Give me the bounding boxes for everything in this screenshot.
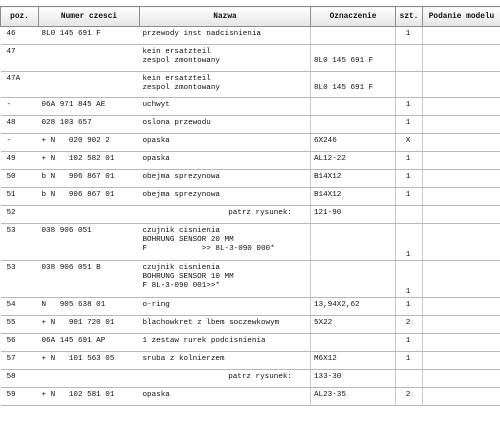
header-model-info: Podanie modelu	[423, 7, 500, 27]
table-row	[1, 370, 500, 388]
header-quantity: szt.	[396, 7, 423, 27]
row-quantity: 1	[405, 288, 411, 296]
row-name: opaska	[142, 137, 170, 145]
row-quantity	[396, 72, 422, 75]
row-position: 48	[6, 119, 16, 127]
row-name: czujnik cisnienia BOHRUNG SENSOR 10 MM F 8L-3-090 001>>*	[142, 264, 234, 290]
row-position: 51	[6, 191, 16, 199]
row-designation: AL23-35	[314, 391, 346, 399]
row-position: 52	[6, 209, 16, 217]
row-designation	[311, 27, 395, 30]
row-name: obejma sprezynowa	[142, 173, 220, 181]
row-name: sruba z kolnierzem	[142, 355, 225, 363]
row-part-number	[39, 206, 140, 209]
header-poz: poz.	[1, 7, 39, 27]
table-row	[1, 152, 500, 170]
row-part-number: + N 101 563 05	[41, 355, 115, 363]
row-name: 1 zestaw rurek podcisnienia	[142, 337, 266, 345]
row-name: patrz rysunek:	[228, 209, 292, 217]
row-designation: 8L0 145 691 F	[314, 84, 374, 92]
row-quantity	[396, 370, 422, 373]
row-position: -	[6, 137, 12, 145]
row-model-info	[423, 170, 500, 188]
header-part-number: Numer czesci	[39, 7, 140, 27]
row-quantity: 1	[405, 119, 411, 127]
row-part-number: 06A 971 845 AE	[41, 101, 106, 109]
row-model-info	[423, 188, 500, 206]
row-part-number	[39, 72, 140, 75]
table-row	[1, 224, 500, 261]
row-part-number: + N 102 581 01	[41, 391, 115, 399]
row-position: 55	[6, 319, 16, 327]
row-designation: 121-90	[314, 209, 342, 217]
row-model-info	[423, 206, 500, 224]
row-designation	[311, 116, 395, 119]
table-row	[1, 72, 500, 98]
row-position: 47	[6, 48, 16, 56]
row-quantity: 1	[405, 173, 411, 181]
parts-list-sheet	[0, 6, 500, 425]
row-name: czujnik cisnienia BOHRUNG SENSOR 20 MM F >> 8L-3-090 000*	[142, 227, 275, 253]
row-designation: M6X12	[314, 355, 337, 363]
row-name: obejma sprezynowa	[142, 191, 220, 199]
row-model-info	[423, 388, 500, 406]
row-quantity: 2	[405, 319, 411, 327]
row-position: -	[6, 101, 12, 109]
row-part-number: 038 906 051 B	[41, 264, 101, 272]
table-row	[1, 352, 500, 370]
row-designation: 8L0 145 691 F	[314, 57, 374, 65]
row-quantity: 1	[405, 101, 411, 109]
header-designation: Oznaczenie	[311, 7, 396, 27]
row-designation	[311, 261, 395, 264]
row-part-number: b N 906 867 01	[41, 191, 115, 199]
row-position: 58	[6, 373, 16, 381]
parts-table-body	[1, 27, 500, 406]
row-part-number: N 905 638 01	[41, 301, 106, 309]
row-designation: B14X12	[314, 191, 342, 199]
row-part-number	[39, 45, 140, 48]
row-model-info	[423, 298, 500, 316]
table-row	[1, 188, 500, 206]
row-model-info	[423, 72, 500, 98]
row-name: kein ersatzteil zespol zmontowany	[142, 48, 220, 65]
row-name: uchwyt	[142, 101, 170, 109]
row-position: 57	[6, 355, 16, 363]
row-name: kein ersatzteil zespol zmontowany	[142, 75, 220, 92]
row-quantity	[396, 45, 422, 48]
row-part-number: 038 906 051	[41, 227, 92, 235]
row-name: oslona przewodu	[142, 119, 211, 127]
row-model-info	[423, 45, 500, 72]
row-designation: 6X246	[314, 137, 337, 145]
row-designation: 13,94X2,62	[314, 301, 360, 309]
table-row	[1, 261, 500, 298]
row-quantity: 1	[405, 30, 411, 38]
row-designation: 133-30	[314, 373, 342, 381]
table-row	[1, 98, 500, 116]
row-position: 53	[6, 264, 16, 272]
table-row	[1, 298, 500, 316]
row-quantity	[396, 206, 422, 209]
table-row	[1, 388, 500, 406]
row-designation: 5X22	[314, 319, 333, 327]
row-model-info	[423, 27, 500, 45]
header-name: Nazwa	[140, 7, 311, 27]
row-model-info	[423, 116, 500, 134]
row-quantity: 1	[405, 155, 411, 163]
row-part-number: 028 103 657	[41, 119, 92, 127]
row-name: patrz rysunek:	[228, 373, 292, 381]
row-model-info	[423, 224, 500, 261]
row-part-number	[39, 370, 140, 373]
row-model-info	[423, 316, 500, 334]
row-position: 46	[6, 30, 16, 38]
row-position: 56	[6, 337, 16, 345]
row-quantity: 1	[405, 355, 411, 363]
table-row	[1, 170, 500, 188]
row-quantity: 2	[405, 391, 411, 399]
row-position: 54	[6, 301, 16, 309]
row-designation: B14X12	[314, 173, 342, 181]
header-row	[1, 7, 500, 27]
row-designation	[311, 334, 395, 337]
row-position: 59	[6, 391, 16, 399]
row-model-info	[423, 261, 500, 298]
table-row	[1, 45, 500, 72]
row-part-number: b N 906 867 01	[41, 173, 115, 181]
row-model-info	[423, 370, 500, 388]
table-row	[1, 116, 500, 134]
table-row	[1, 316, 500, 334]
row-name: o-ring	[142, 301, 170, 309]
row-name: opaska	[142, 391, 170, 399]
row-part-number: + N 901 720 01	[41, 319, 115, 327]
row-designation: AL12-22	[314, 155, 346, 163]
table-row	[1, 134, 500, 152]
row-designation	[311, 98, 395, 101]
row-part-number: 06A 145 691 AP	[41, 337, 106, 345]
row-part-number: + N 102 582 01	[41, 155, 115, 163]
row-quantity: 1	[405, 337, 411, 345]
row-quantity: 1	[405, 191, 411, 199]
row-quantity: 1	[405, 251, 411, 259]
row-name: blachowkret z lbem soczewkowym	[142, 319, 280, 327]
row-model-info	[423, 98, 500, 116]
row-position: 50	[6, 173, 16, 181]
table-row	[1, 334, 500, 352]
table-row	[1, 206, 500, 224]
row-part-number: 8L0 145 691 F	[41, 30, 101, 38]
row-model-info	[423, 352, 500, 370]
parts-table	[0, 6, 500, 406]
row-model-info	[423, 152, 500, 170]
table-row	[1, 27, 500, 45]
row-position: 49	[6, 155, 16, 163]
row-quantity: 1	[405, 301, 411, 309]
row-position: 53	[6, 227, 16, 235]
row-designation	[311, 224, 395, 227]
row-model-info	[423, 334, 500, 352]
row-name: opaska	[142, 155, 170, 163]
row-quantity: X	[405, 137, 411, 145]
row-part-number: + N 020 902 2	[41, 137, 110, 145]
row-name: przewody inst nadcisnienia	[142, 30, 261, 38]
row-position: 47A	[6, 75, 21, 83]
row-model-info	[423, 134, 500, 152]
